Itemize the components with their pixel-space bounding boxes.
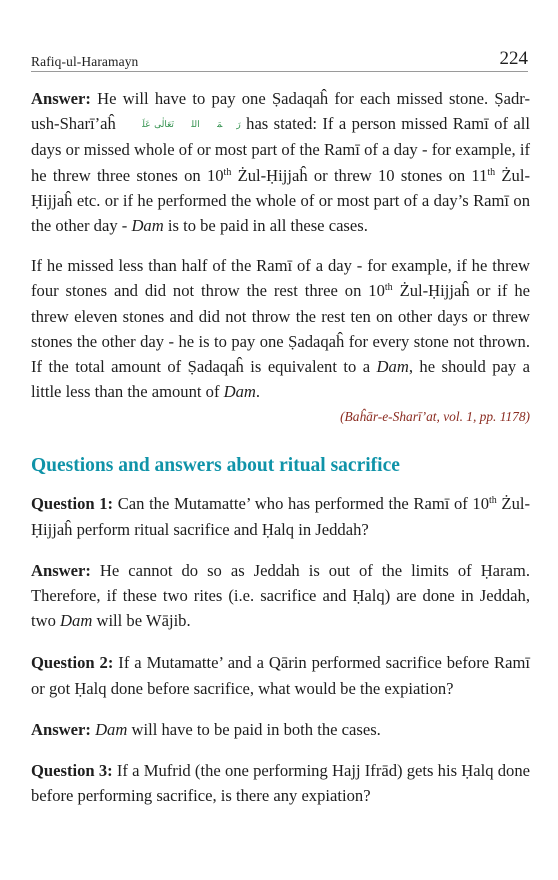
answer-label: Answer:	[31, 719, 91, 739]
header-divider	[31, 71, 528, 72]
paragraph-less-than-half: If he missed less than half of the Ramī of a day - for example, if he threw four stones and did not throw the rest three on 10th Żul-Ḥijjaĥ or if he threw eleven stones and did not throw the rest ten on other days or threw stones the other day - he is to pay one Ṣadaqaĥ for every stone not thrown. If the total amount of Ṣadaqaĥ is equivalent to a Dam, he should pay a little less than the amount of Dam.	[31, 256, 530, 402]
answer-2: Answer: Dam will have to be paid in both the cases.	[31, 719, 381, 739]
answer-1: Answer: He cannot do so as Jeddah is out of the limits of Ḥaram. Therefore, if these two rites (i.e. sacrifice and Ḥalq) are done in Jeddah, two Dam will be Wājib.	[31, 560, 530, 631]
page-body	[31, 86, 530, 824]
page-header	[31, 30, 528, 70]
book-title: Rafiq-ul-Haramayn	[31, 54, 139, 69]
answer-label: Answer:	[31, 560, 91, 580]
section-heading: Questions and answers about ritual sacrifice	[31, 455, 400, 477]
question-2: Question 2: If a Mutamatte’ and a Qārin performed sacrifice before Ramī or got Ḥalq done before sacrifice, what would be the expiation?	[31, 653, 530, 698]
question-3: Question 3: If a Mufrid (the one performing Hajj Ifrād) gets his Ḥalq done before performing sacrifice, is there any expiation?	[31, 761, 530, 806]
page-number: 224	[499, 48, 528, 69]
answer-label: Answer:	[31, 89, 91, 108]
question-label: Question 2:	[31, 653, 114, 673]
question-label: Question 1:	[31, 494, 114, 514]
question-1: Question 1: Can the Mutamatte’ who has performed the Ramī of 10th Żul-Ḥijjaĥ perform ritual sacrifice and Ḥalq in Jeddah?	[31, 494, 530, 539]
citation-reference: (Baĥār-e-Sharī’at, vol. 1, pp. 1178)	[340, 409, 530, 425]
question-label: Question 3:	[31, 761, 113, 781]
answer-paragraph-missed-stones: Answer: He will have to pay one Ṣadaqaĥ for each missed stone. Ṣadr-ush-Sharī’aĥ رَحۡمَۃُ اللہِ تَعَالٰی عَلَیۡہ has stated: If a person missed Ramī of all days or missed whole of or most part of the Ramī of a day - for example, if he threw three stones on 10th Żul-Ḥijjaĥ or threw 10 stones on 11th Żul-Ḥijjaĥ etc. or if he performed the whole of or most part of a day’s Ramī on the other day - Dam is to be paid in all these cases.	[31, 89, 530, 236]
honorific-calligraphy: رَحۡمَۃُ اللہِ تَعَالٰی عَلَیۡہ	[121, 119, 241, 130]
